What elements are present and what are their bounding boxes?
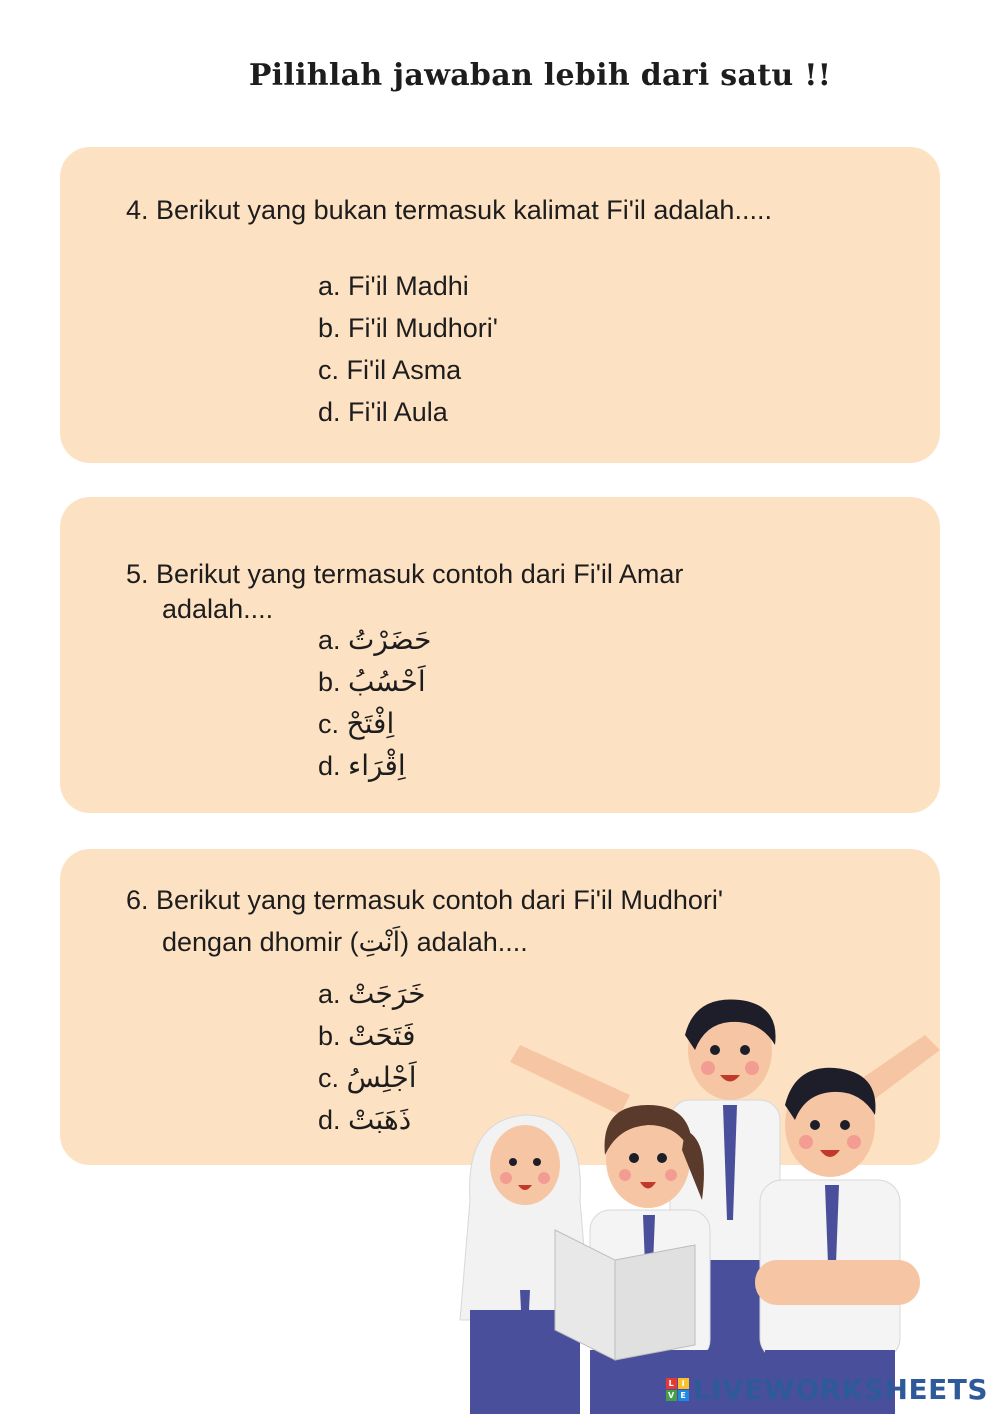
option-d[interactable]: d. Fi'il Aula: [318, 397, 448, 427]
logo-letter: V: [666, 1390, 677, 1401]
options-list: [318, 973, 426, 1141]
page-title: Pilihlah jawaban lebih dari satu !!: [248, 58, 832, 93]
logo-letter: I: [678, 1378, 689, 1389]
logo-letter: E: [678, 1390, 689, 1401]
option-a[interactable]: a. حَضَرْتُ: [318, 623, 432, 656]
option-c[interactable]: c. اِفْتَحْ: [318, 707, 395, 740]
question-card-4: [60, 147, 940, 463]
option-d[interactable]: d. ذَهَبَتْ: [318, 1103, 412, 1136]
question-text: 6. Berikut yang termasuk contoh dari Fi'il Mudhori' dengan dhomir (اَنْتِ) adalah....: [126, 885, 724, 958]
option-b[interactable]: b. اَحْسُبُ: [318, 665, 426, 698]
option-c[interactable]: c. Fi'il Asma: [318, 355, 462, 385]
option-c[interactable]: c. اَجْلِسُ: [318, 1061, 417, 1094]
question-text: 5. Berikut yang termasuk contoh dari Fi'il Amar adalah....: [126, 559, 684, 624]
question-card-5: [60, 497, 940, 813]
question-text: 4. Berikut yang bukan termasuk kalimat Fi'il adalah.....: [126, 195, 772, 225]
students-cheering-illustration-icon: [440, 990, 960, 1414]
option-a[interactable]: a. خَرَجَتْ: [318, 977, 426, 1010]
option-b[interactable]: b. Fi'il Mudhori': [318, 313, 498, 343]
options-list: [318, 619, 431, 787]
brand-name: LIVEWORKSHEETS: [692, 1373, 988, 1406]
liveworksheets-logo: [666, 1373, 988, 1406]
option-d[interactable]: d. اِقْرَاء: [318, 749, 406, 782]
option-a[interactable]: a. Fi'il Madhi: [318, 271, 469, 301]
options-list: [318, 265, 498, 433]
option-b[interactable]: b. فَتَحَتْ: [318, 1019, 416, 1052]
logo-letter: L: [666, 1378, 677, 1389]
brand-logo-icon: [666, 1378, 689, 1401]
